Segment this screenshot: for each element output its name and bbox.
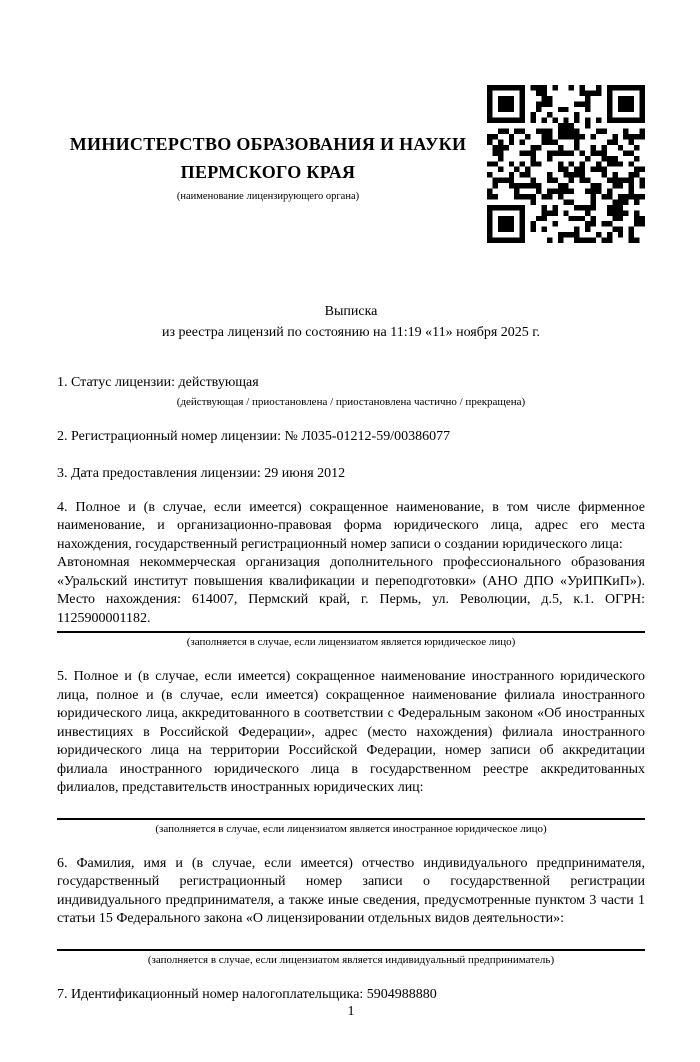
- individual-entrepreneur-caption: (заполняется в случае, если лицензиатом является индивидуальный предприниматель): [147, 953, 555, 966]
- individual-entrepreneur-description: 6. Фамилия, имя и (в случае, если имеется) отчество индивидуального предпринимателя, государственный регистрационный номер записи о государственной регистрации индивидуального предпринимателя, а также иные сведения, предусмотренные пунктом 3 части 1 статьи 15 Федерального закона «О лицензировании отдельных видов деятельности»:: [57, 855, 645, 926]
- fill-line: [57, 818, 645, 820]
- license-status-options-caption: (действующая / приостановлена / приостановлена частично / прекращена): [176, 395, 526, 408]
- document-title-line1: Выписка: [324, 304, 378, 319]
- foreign-entity-description: 5. Полное и (в случае, если имеется) сокращенное наименование иностранного юридического лица, полное и (в случае, если имеется) сокращенное наименование филиала иностранного юридического лица, аккредитованного в соответствии с Федеральным законом «Об иностранных инвестициях в Российской Федерации», адрес (место нахождения) филиала иностранного юридического лица на территории Российской Федерации, номер записи об аккредитации филиала иностранного юридического лица в государственном реестре аккредитованных филиалов, представительств иностранных юридических лиц:: [57, 669, 645, 795]
- ministry-name-line2: ПЕРМСКОГО КРАЯ: [180, 161, 356, 182]
- foreign-entity-section: [57, 668, 645, 836]
- licensing-authority-block: [57, 85, 479, 202]
- ministry-name: [57, 131, 479, 187]
- taxpayer-id: 7. Идентификационный номер налогоплательщика: 5904988880: [57, 986, 437, 1002]
- ministry-name-line1: МИНИСТЕРСТВО ОБРАЗОВАНИЯ И НАУКИ: [69, 134, 467, 154]
- legal-entity-description: 4. Полное и (в случае, если имеется) сокращенное наименование, в том числе фирменное наименование, и организационно-правовая форма юридического лица, адрес его места нахождения, государственный регистрационный номер записи о создании юридического лица:: [57, 499, 645, 552]
- license-registration-number: 2. Регистрационный номер лицензии: № Л035-01212-59/00386077: [57, 428, 451, 444]
- legal-entity-section: [57, 499, 645, 650]
- qr-code-icon: [487, 85, 645, 243]
- license-grant-date: 3. Дата предоставления лицензии: 29 июня 2012: [57, 466, 346, 481]
- legal-entity-caption: (заполняется в случае, если лицензиатом является юридическое лицо): [186, 636, 516, 648]
- fill-line: [57, 631, 645, 633]
- legal-entity-value: Автономная некоммерческая организация дополнительного профессионального образования «Уральский институт повышения квалификации и переподготовки» (АНО ДПО «УрИПКиП»). Место нахождения: 614007, Пермский край, г. Пермь, ул. Революции, д.5, к.1. ОГРН: 1125900001182.: [57, 555, 645, 626]
- ministry-caption: (наименование лицензирующего органа): [176, 190, 360, 202]
- license-status: 1. Статус лицензии: действующая: [57, 375, 259, 390]
- document-title: [57, 301, 645, 343]
- individual-entrepreneur-section: [57, 855, 645, 967]
- page-number: 1: [347, 1004, 355, 1019]
- fill-line: [57, 949, 645, 951]
- page-footer: [57, 1004, 645, 1062]
- foreign-entity-caption: (заполняется в случае, если лицензиатом является иностранное юридическое лицо): [155, 822, 547, 835]
- document-title-line2: из реестра лицензий по состоянию на 11:19 «11» ноября 2025 г.: [162, 325, 540, 340]
- document-header: [57, 85, 645, 243]
